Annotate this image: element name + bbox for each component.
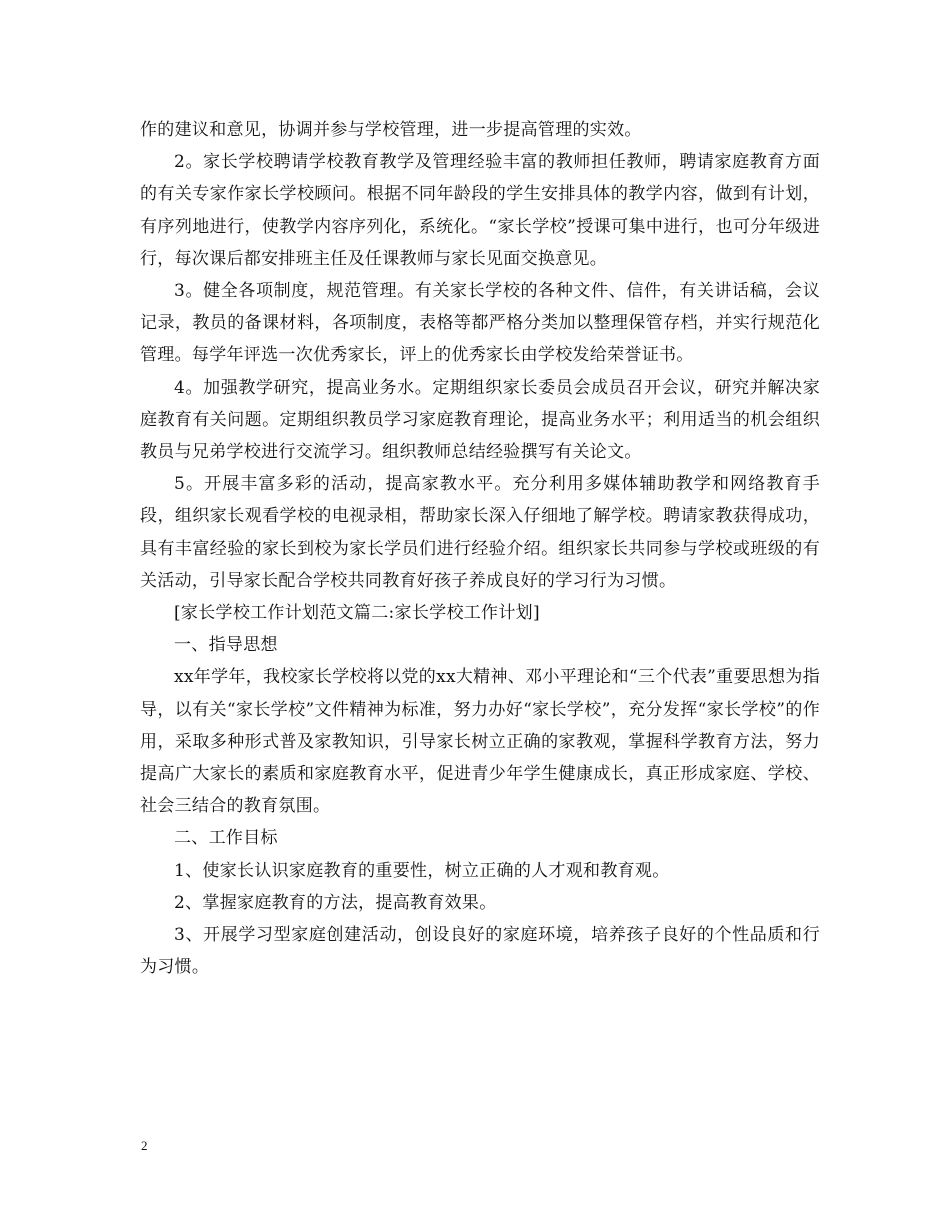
paragraph-5: 5。开展丰富多彩的活动，提高家教水平。充分利用多媒体辅助教学和网络教育手段，组织家长观看学校的电视录相，帮助家长深入仔细地了解学校。聘请家教获得成功，具有丰富经验的家长到校为家长学员们进行经验介绍。组织家长共同参与学校或班级的有关活动，引导家长配合学校共同教育好孩子养成良好的学习行为习惯。 [140, 474, 820, 591]
paragraph-1: 作的建议和意见，协调并参与学校管理，进一步提高管理的实效。 [140, 120, 642, 140]
heading-guiding-ideology: 一、指导思想 [174, 635, 278, 656]
paragraph-3: 3。健全各项制度，规范管理。有关家长学校的各种文件、信件，有关讲话稿，会议记录，教员的备课材料，各项制度，表格等都严格分类加以整理保管存档，并实行规范化管理。每学年评选一次优秀家长，评上的优秀家长由学校发给荣誉证书。 [140, 281, 820, 366]
goal-item-1: 1、使家长认识家庭教育的重要性，树立正确的人才观和教育观。 [174, 860, 670, 881]
paragraph-2: 2。家长学校聘请学校教育教学及管理经验丰富的教师担任教师，聘请家庭教育方面的有关专家作家长学校顾问。根据不同年龄段的学生安排具体的教学内容，做到有计划，有序列地进行，使教学内容序列化，系统化。“家长学校”授课可集中进行，也可分年级进行，每次课后都安排班主任及任课教师与家长见面交换意见。 [140, 152, 820, 269]
goal-item-2: 2、掌握家庭教育的方法，提高教育效果。 [174, 892, 497, 913]
page-number: 2 [141, 1138, 148, 1153]
paragraph-guiding-ideology: xx年学年，我校家长学校将以党的xx大精神、邓小平理论和“三个代表”重要思想为指导，以有关“家长学校”文件精神为标准，努力办好“家长学校”，充分发挥“家长学校”的作用，采取多种形式普及家教知识，引导家长树立正确的家教观，掌握科学教育方法，努力提高广大家长的素质和家庭教育水平，促进青少年学生健康成长，真正形成家庭、学校、社会三结合的教育氛围。 [140, 667, 820, 817]
section-title: [家长学校工作计划范文篇二:家长学校工作计划] [174, 603, 540, 624]
heading-work-goals: 二、工作目标 [174, 828, 278, 849]
paragraph-4: 4。加强教学研究，提高业务水。定期组织家长委员会成员召开会议，研究并解决家庭教育有关问题。定期组织教员学习家庭教育理论，提高业务水平；利用适当的机会组织教员与兄弟学校进行交流学习。组织教师总结经验撰写有关论文。 [140, 377, 820, 463]
document-body [140, 114, 820, 983]
goal-item-3: 3、开展学习型家庭创建活动，创设良好的家庭环境，培养孩子良好的个性品质和行为习惯。 [140, 925, 820, 978]
